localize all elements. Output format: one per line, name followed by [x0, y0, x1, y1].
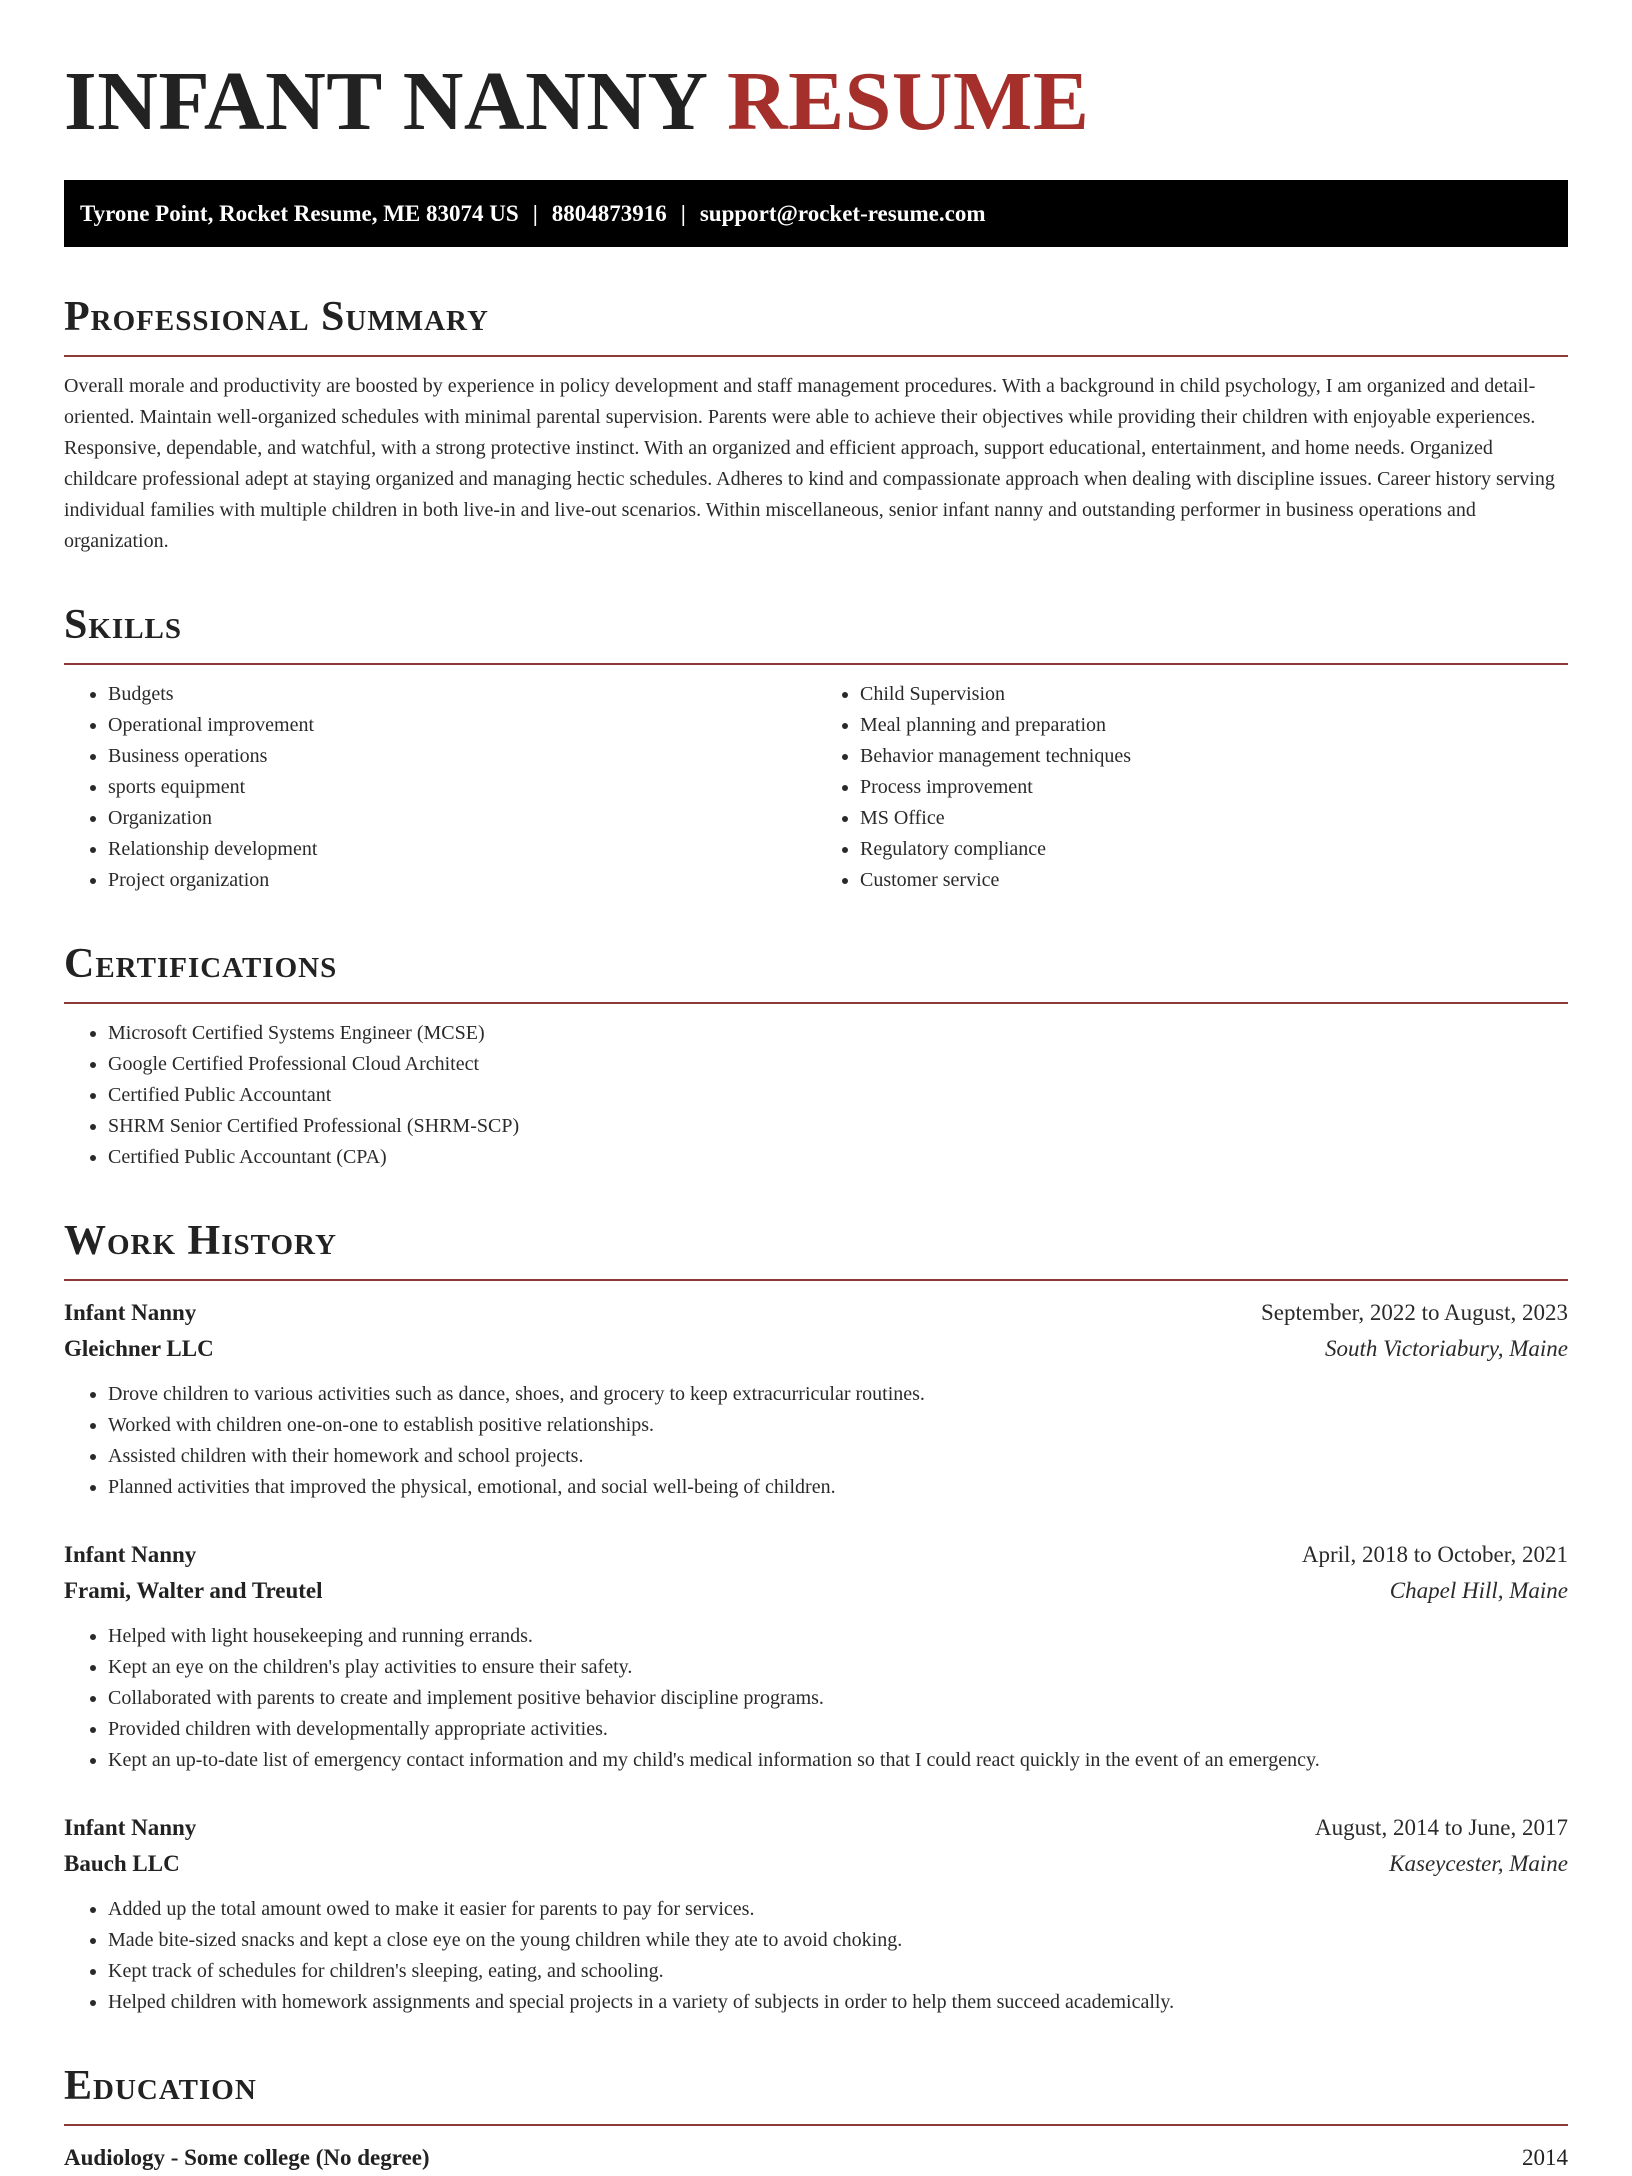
summary-text: Overall morale and productivity are boosted by experience in policy development and staff management procedures. With a background in child psychology, I am organized and detail-oriented. Maintain well-organized schedules with minimal parental supervision. Parents were able to achieve their objectives while providing their children with enjoyable experiences. Responsive, dependable, and watchful, with a strong protective instinct. With an organized and efficient approach, support educational, entertainment, and home needs. Organized childcare professional adept at staying organized and managing hectic schedules. Adheres to kind and compassionate approach when dealing with discipline issues. Career history serving individual families with multiple children in both live-in and live-out scenarios. Within miscellaneous, senior infant nanny and outstanding performer in business operations and organization. — [64, 375, 1555, 552]
job-company: Bauch LLC — [64, 1851, 180, 1876]
job-duty: • Helped with light housekeeping and running errands. — [108, 1621, 1568, 1652]
job-entry — [64, 1810, 1568, 2018]
job-company-row — [64, 1573, 1568, 1609]
certifications-heading: Certifications — [64, 941, 338, 987]
certification-item: • SHRM Senior Certified Professional (SHRM-SCP) — [108, 1111, 1568, 1142]
skill-item: • Meal planning and preparation — [860, 710, 1568, 741]
skill-item: • Organization — [108, 803, 816, 834]
job-company: Gleichner LLC — [64, 1336, 214, 1361]
job-duties-list — [64, 1894, 1568, 2018]
certifications-list — [64, 1018, 1568, 1173]
skill-item: • Child Supervision — [860, 679, 1568, 710]
job-entry — [64, 1537, 1568, 1776]
job-title: Infant Nanny — [64, 1300, 197, 1325]
job-duty: • Added up the total amount owed to make it easier for parents to pay for services. — [108, 1894, 1568, 1925]
title-main: INFANT NANNY — [64, 55, 706, 148]
education-entry — [64, 2140, 1568, 2176]
skill-item: • sports equipment — [108, 772, 816, 803]
job-header-row — [64, 1810, 1568, 1846]
skill-item: • Operational improvement — [108, 710, 816, 741]
job-duty: • Collaborated with parents to create and implement positive behavior discipline programs. — [108, 1683, 1568, 1714]
job-duty: • Helped children with homework assignments and special projects in a variety of subjects in order to help them succeed academically. — [108, 1987, 1568, 2018]
job-location: Chapel Hill, Maine — [1389, 1578, 1568, 1603]
education-year: 2014 — [1522, 2145, 1568, 2170]
contact-separator: | — [680, 201, 686, 226]
job-company-row — [64, 1846, 1568, 1882]
job-duty: • Made bite-sized snacks and kept a close eye on the young children while they ate to avoid choking. — [108, 1925, 1568, 1956]
job-duty: • Drove children to various activities such as dance, shoes, and grocery to keep extracurricular routines. — [108, 1379, 1568, 1410]
skills-column-left — [64, 679, 816, 896]
job-dates: April, 2018 to October, 2021 — [1301, 1542, 1568, 1567]
job-title: Infant Nanny — [64, 1815, 197, 1840]
job-header-row — [64, 1295, 1568, 1331]
skill-item: • Project organization — [108, 865, 816, 896]
section-divider — [64, 1002, 1568, 1004]
job-duty: • Assisted children with their homework and school projects. — [108, 1441, 1568, 1472]
skills-heading: Skills — [64, 602, 183, 648]
skill-item: • Budgets — [108, 679, 816, 710]
skill-item: • Relationship development — [108, 834, 816, 865]
section-divider — [64, 1279, 1568, 1281]
skill-item: • Regulatory compliance — [860, 834, 1568, 865]
job-company: Frami, Walter and Treutel — [64, 1578, 323, 1603]
work-history-heading: Work History — [64, 1218, 337, 1264]
education-degree: Audiology - Some college (No degree) — [64, 2145, 430, 2170]
skills-list-left — [64, 679, 816, 896]
job-header-row — [64, 1537, 1568, 1573]
job-duty: • Kept an up-to-date list of emergency contact information and my child's medical information so that I could react quickly in the event of an emergency. — [108, 1745, 1568, 1776]
job-company-row — [64, 1331, 1568, 1367]
contact-address: Tyrone Point, Rocket Resume, ME 83074 US — [80, 201, 519, 226]
page-title — [64, 0, 1568, 150]
summary-section — [64, 293, 1568, 557]
certification-item: • Certified Public Accountant — [108, 1080, 1568, 1111]
job-duty: • Provided children with developmentally appropriate activities. — [108, 1714, 1568, 1745]
job-duty: • Worked with children one-on-one to establish positive relationships. — [108, 1410, 1568, 1441]
job-location: South Victoriabury, Maine — [1325, 1336, 1568, 1361]
contact-email[interactable]: support@rocket-resume.com — [699, 201, 986, 226]
skills-grid — [64, 679, 1568, 896]
section-divider — [64, 355, 1568, 357]
certification-item: • Certified Public Accountant (CPA) — [108, 1142, 1568, 1173]
job-dates: September, 2022 to August, 2023 — [1260, 1300, 1568, 1325]
skills-section — [64, 601, 1568, 896]
job-entry — [64, 1295, 1568, 1503]
job-duty: • Kept track of schedules for children's sleeping, eating, and schooling. — [108, 1956, 1568, 1987]
job-duty: • Kept an eye on the children's play activities to ensure their safety. — [108, 1652, 1568, 1683]
title-accent: RESUME — [726, 55, 1090, 148]
section-divider — [64, 663, 1568, 665]
section-divider — [64, 2124, 1568, 2126]
contact-bar — [64, 180, 1568, 247]
skill-item: • Process improvement — [860, 772, 1568, 803]
job-duties-list — [64, 1621, 1568, 1776]
skill-item: • Customer service — [860, 865, 1568, 896]
job-location: Kaseycester, Maine — [1389, 1851, 1568, 1876]
contact-phone[interactable]: 8804873916 — [551, 201, 667, 226]
certification-item: • Google Certified Professional Cloud Architect — [108, 1049, 1568, 1080]
skills-list-right — [816, 679, 1568, 896]
job-duty: • Planned activities that improved the physical, emotional, and social well-being of children. — [108, 1472, 1568, 1503]
education-section — [64, 2062, 1568, 2176]
contact-separator: | — [532, 201, 538, 226]
summary-heading: Professional Summary — [64, 294, 489, 340]
skill-item: • MS Office — [860, 803, 1568, 834]
job-duties-list — [64, 1379, 1568, 1503]
skill-item: • Business operations — [108, 741, 816, 772]
certification-item: • Microsoft Certified Systems Engineer (MCSE) — [108, 1018, 1568, 1049]
skill-item: • Behavior management techniques — [860, 741, 1568, 772]
job-title: Infant Nanny — [64, 1542, 197, 1567]
work-history-section — [64, 1217, 1568, 2018]
certifications-section — [64, 940, 1568, 1173]
skills-column-right — [816, 679, 1568, 896]
job-dates: August, 2014 to June, 2017 — [1315, 1815, 1568, 1840]
education-heading: Education — [64, 2063, 257, 2109]
